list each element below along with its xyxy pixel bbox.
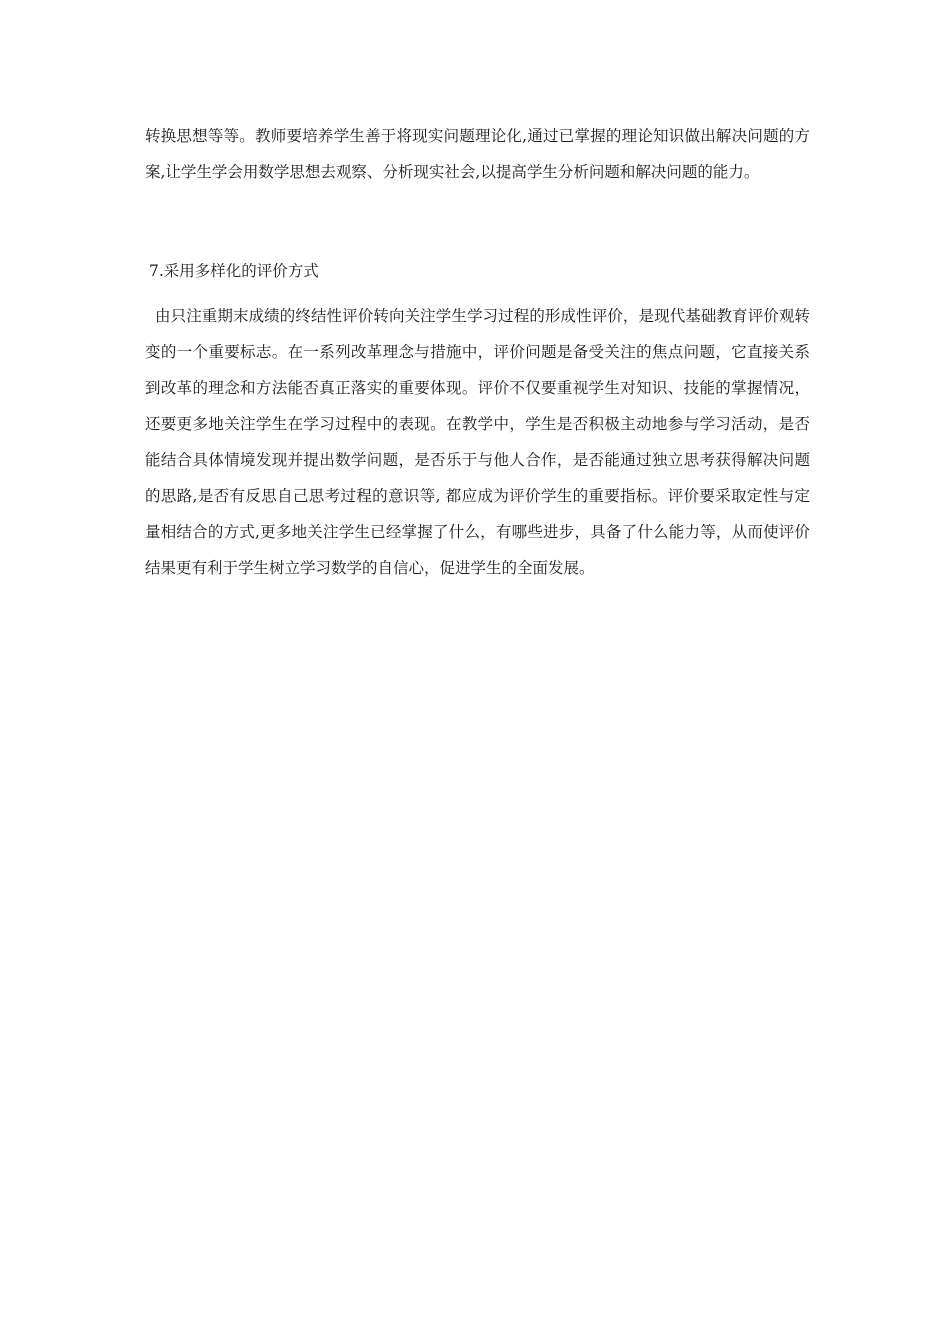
section-heading-7: 7.采用多样化的评价方式 <box>149 262 319 280</box>
paragraph-evaluation: 由只注重期末成绩的终结性评价转向关注学生学习过程的形成性评价，是现代基础教育评价观转变的一个重要标志。在一系列改革理念与措施中，评价问题是备受关注的焦点问题，它直接关系到改革的理念和方法能否真正落实的重要体现。评价不仅要重视学生对知识、技能的掌握情况，还要更多地关注学生在学习过程中的表现。在教学中，学生是否积极主动地参与学习活动，是否能结合具体情境发现并提出数学问题，是否乐于与他人合作，是否能通过独立思考获得解决问题的思路,是否有反思自己思考过程的意识等, 都应成为评价学生的重要指标。评价要采取定性与定量相结合的方式,更多地关注学生已经掌握了什么，有哪些进步，具备了什么能力等，从而使评价结果更有利于学生树立学习数学的自信心，促进学生的全面发展。 <box>145 307 810 577</box>
paragraph-continuation: 转换思想等等。教师要培养学生善于将现实问题理论化,通过已掌握的理论知识做出解决问题的方案,让学生学会用数学思想去观察、分析现实社会,以提高学生分析问题和解决问题的能力。 <box>145 127 810 181</box>
